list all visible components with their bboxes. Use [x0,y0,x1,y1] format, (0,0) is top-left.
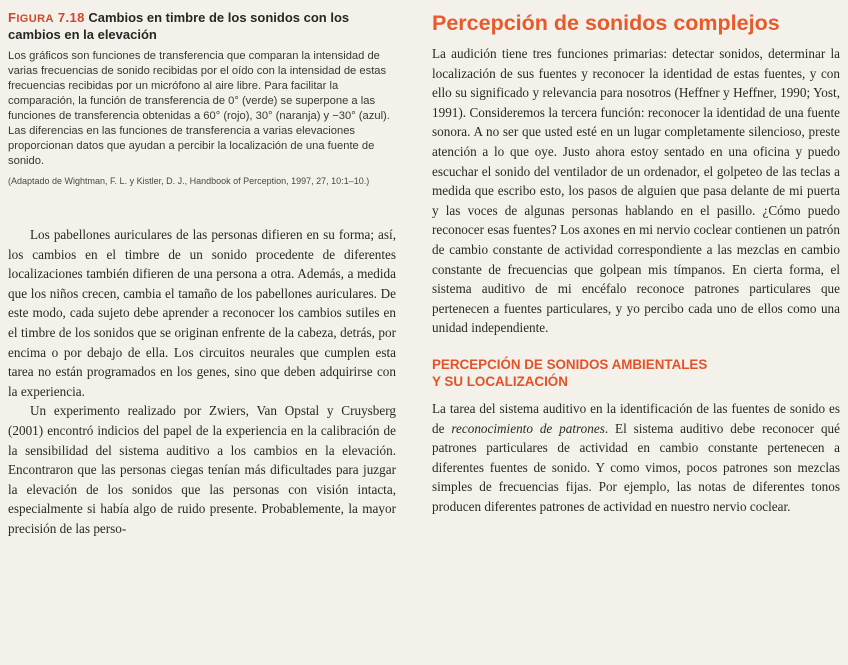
figure-label: FIGURA 7.18 [8,10,85,25]
figure-description: Los gráficos son funciones de transferencia que comparan la intensidad de varias frecuencias de sonido recibidas por el oído con la intensidad de estas frecuencias recibidas por un micrófono al aire libre. Para facilitar la comparación, la función de transferencia de 0° (verde) se superpone a las funciones de transferencia obtenidas a 60° (rojo), 30° (naranja) y −30° (azul). Las diferencias en las funciones de transferencia a varias elevaciones proporcionan datos que ayudan a percibir la localización de una fuente de sonido. [8,50,390,167]
section-title: Percepción de sonidos complejos [432,11,780,35]
figure-title: Cambios en timbre de los sonidos con los cambios en la elevación [8,10,350,42]
paragraph: Un experimento realizado por Zwiers, Van Opstal y Cruysberg (2001) encontró indicios del papel de la experiencia en la calibración de la sensibilidad del sistema auditivo a los cambios en la elevación. Encontraron que las personas ciegas tenían más dificultades para juzgar la elevación de los sonidos que las personas con visión intacta, especialmente si había algo de ruido presente. Probablemente, la mayor precisión de las perso- [8,403,396,536]
right-column [432,0,840,516]
figure-source: (Adaptado de Wightman, F. L. y Kistler, D. J., Handbook of Perception, 1997, 27, 10:1–10.) [8,176,370,186]
subsection-title-line: PERCEPCIÓN DE SONIDOS AMBIENTALES [432,356,708,372]
right-body-text-2 [432,399,840,517]
paragraph: La audición tiene tres funciones primarias: detectar sonidos, determinar la localización de sus fuentes y reconocer la identidad de estas fuentes, y con ello su significado y relevancia para nosotros (Heffner y Heffner, 1990; Yost, 1991). Consideremos la tercera función: reconocer la identidad de una fuente sonora. A no ser que usted esté en un lugar completamente silencioso, preste atención a lo que oye. Justo ahora estoy sentado en una oficina y puedo escuchar el sonido del ventilador de un ordenador, el golpeteo de las teclas a medida que escribo esto, los pasos de alguien que pasa delante de mi puerta y las voces de algunas personas hablando en el pasillo. ¿Cómo puedo reconocer esas fuentes? Los axones en mi nervio coclear contienen un patrón de cambio constante de actividad correspondiente a las mezclas en cambio constante de frecuencias que golpean mis tímpanos. En cierta forma, el sistema auditivo de mi encéfalo reconoce patrones particulares que pertenecen a fuentes particulares, y yo percibo cada uno de ellos como una unidad independiente. [432,46,840,336]
left-body-text [8,225,396,539]
right-body-text [432,44,840,338]
paragraph: La tarea del sistema auditivo en la identificación de las fuentes de sonido es de reconocimiento de patrones. El sistema auditivo debe reconocer qué patrones particulares de actividad en cambio constante pertenecen a diferentes fuentes de sonido. Y como vimos, pocos patrones son mezclas simples de frecuencias fijas. Por ejemplo, las notas de diferentes tonos producen diferentes patrones de actividad en nuestro nervio coclear. [432,400,840,514]
paragraph: Los pabellones auriculares de las personas difieren en su forma; así, los cambios en el timbre de un sonido procedente de diferentes localizaciones también difieren de una persona a otra. Además, a medida que los niños crecen, cambia el tamaño de los pabellones auriculares. De este modo, cada sujeto debe aprender a reconocer los cambios sutiles en el timbre de los sonidos que se originan enfrente de la cabeza, detrás, por encima o por debajo de ella. Los circuitos neurales que cumplen esta tarea no están programados en los genes, sino que deben adquirirse con la experiencia. [8,227,396,399]
figure-caption [8,10,396,189]
left-column [0,0,404,539]
emphasis-term: reconocimiento de patrones [451,420,605,436]
subsection-title-line: Y SU LOCALIZACIÓN [432,373,568,389]
subsection-title [432,356,840,390]
figure-heading [8,10,396,43]
